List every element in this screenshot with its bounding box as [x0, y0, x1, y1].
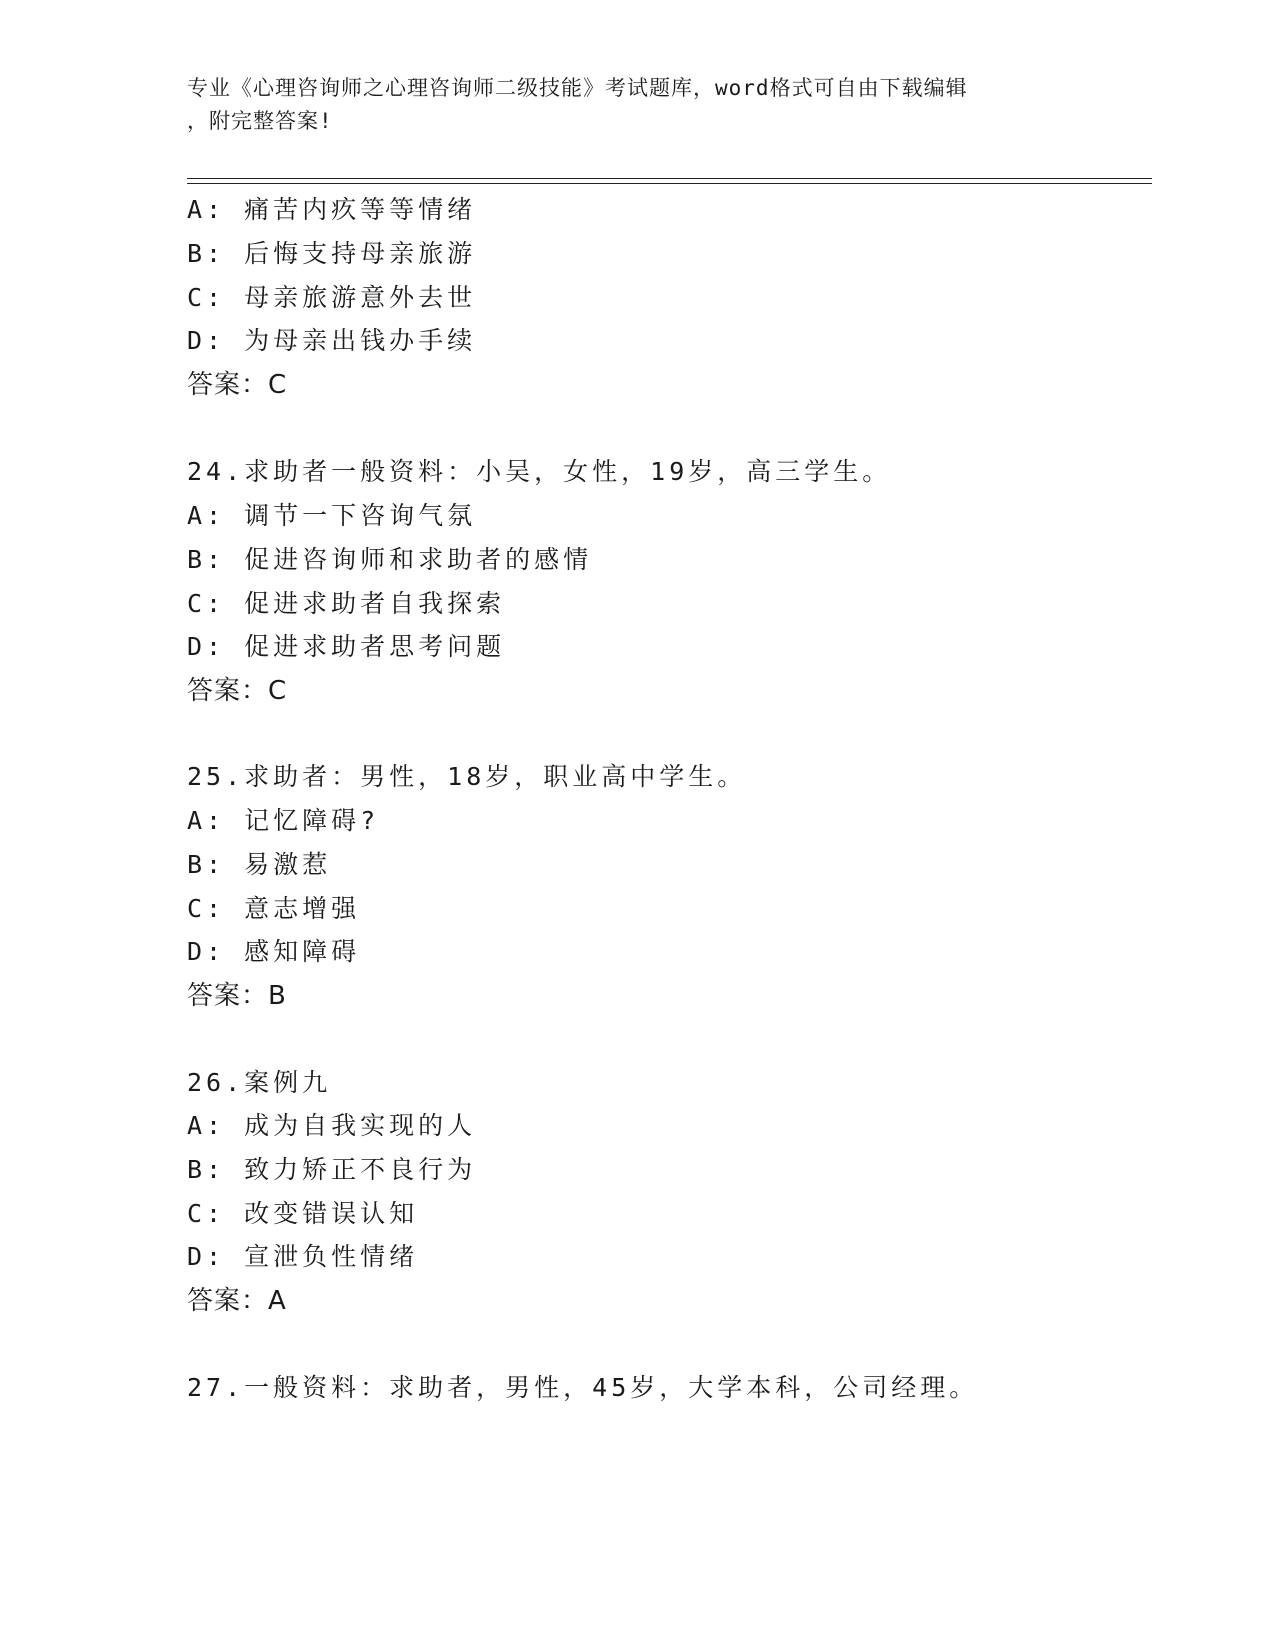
question-25: 25.求助者：男性，18岁，职业高中学生。 — [187, 762, 747, 791]
header-divider-bottom — [187, 183, 1152, 184]
answer-line: 答案：C — [187, 370, 288, 400]
q26-option-a: A: 成为自我实现的人 — [187, 1111, 477, 1140]
header-title-line-1: 专业《心理咨询师之心理咨询师二级技能》考试题库，word格式可自由下载编辑 — [187, 76, 968, 100]
q26-option-b: B: 致力矫正不良行为 — [187, 1155, 477, 1184]
question-27: 27.一般资料：求助者，男性，45岁，大学本科，公司经理。 — [187, 1373, 979, 1402]
q25-option-c: C: 意志增强 — [187, 894, 361, 923]
q26-option-d: D: 宣泄负性情绪 — [187, 1242, 419, 1271]
q25-answer: 答案：B — [187, 981, 287, 1011]
q24-option-b: B: 促进咨询师和求助者的感情 — [187, 545, 593, 574]
q25-option-d: D: 感知障碍 — [187, 937, 361, 966]
question-26: 26.案例九 — [187, 1068, 332, 1097]
q24-option-d: D: 促进求助者思考问题 — [187, 632, 506, 661]
option-c: C: 母亲旅游意外去世 — [187, 283, 477, 312]
q25-option-a: A: 记忆障碍? — [187, 806, 380, 835]
q24-option-a: A: 调节一下咨询气氛 — [187, 501, 477, 530]
document-header — [187, 72, 1087, 138]
q26-answer: 答案：A — [187, 1286, 287, 1316]
header-divider-top — [187, 178, 1152, 179]
header-title-line-2: ，附完整答案! — [187, 109, 333, 133]
question-24: 24.求助者一般资料：小吴，女性，19岁，高三学生。 — [187, 457, 892, 486]
option-a: A: 痛苦内疚等等情绪 — [187, 195, 477, 224]
q25-option-b: B: 易激惹 — [187, 850, 332, 879]
q24-option-c: C: 促进求助者自我探索 — [187, 589, 506, 618]
q26-option-c: C: 改变错误认知 — [187, 1199, 419, 1228]
q24-answer: 答案：C — [187, 676, 288, 706]
option-b: B: 后悔支持母亲旅游 — [187, 239, 477, 268]
option-d: D: 为母亲出钱办手续 — [187, 326, 477, 355]
